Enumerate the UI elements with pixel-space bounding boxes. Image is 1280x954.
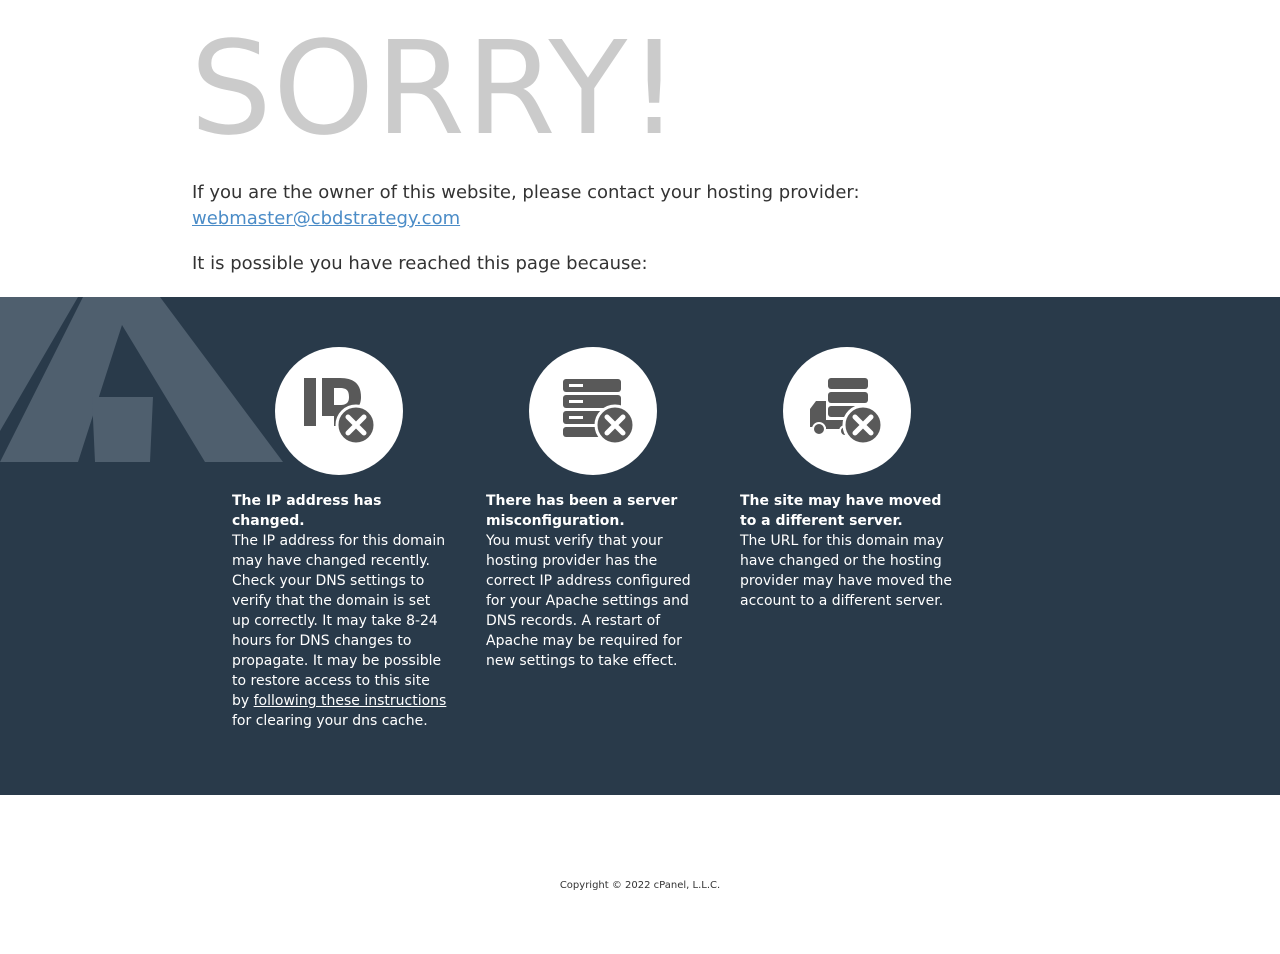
- reason-ip-title: The IP address has changed.: [232, 493, 382, 529]
- contact-email-link[interactable]: webmaster@cbdstrategy.com: [192, 208, 461, 229]
- header-section: [0, 0, 1280, 297]
- reason-server-title: There has been a server misconfiguration.: [486, 493, 678, 529]
- reason-ip-text: [232, 531, 447, 731]
- reason-moved-title: The site may have moved to a different server.: [740, 493, 942, 529]
- ip-address-error-icon: [275, 347, 403, 475]
- reason-server-text: You must verify that your hosting provider has the correct IP address configured for your Apache settings and DNS records. A restart of Apache may be required for new settings to take effect.: [486, 533, 691, 669]
- server-error-icon: [529, 347, 657, 475]
- reason-ip-changed: [232, 347, 447, 731]
- reason-moved-text: The URL for this domain may have changed or the hosting provider may have moved the account to a different server.: [740, 533, 952, 609]
- contact-text: If you are the owner of this website, please contact your hosting provider:: [192, 182, 860, 203]
- dns-instructions-link[interactable]: following these instructions: [253, 693, 447, 709]
- reason-server-misconfiguration: [486, 347, 701, 671]
- server-moved-icon: [783, 347, 911, 475]
- reason-intro: It is possible you have reached this page because:: [192, 253, 648, 274]
- reason-ip-text-start: The IP address for this domain may have changed recently. Check your DNS settings to verify that the domain is set up correctly. It may take 8-24 hours for DNS changes to propagate. It may be possible to restore access to this site by: [232, 533, 446, 709]
- footer: [0, 795, 1280, 954]
- reasons-section: [0, 297, 1280, 795]
- copyright-text: Copyright © 2022 cPanel, L.L.C.: [559, 880, 721, 891]
- reason-server-moved: [740, 347, 955, 611]
- contact-message: [192, 180, 860, 232]
- reason-ip-text-end: for clearing your dns cache.: [232, 713, 428, 729]
- page-title: SORRY!: [190, 14, 681, 164]
